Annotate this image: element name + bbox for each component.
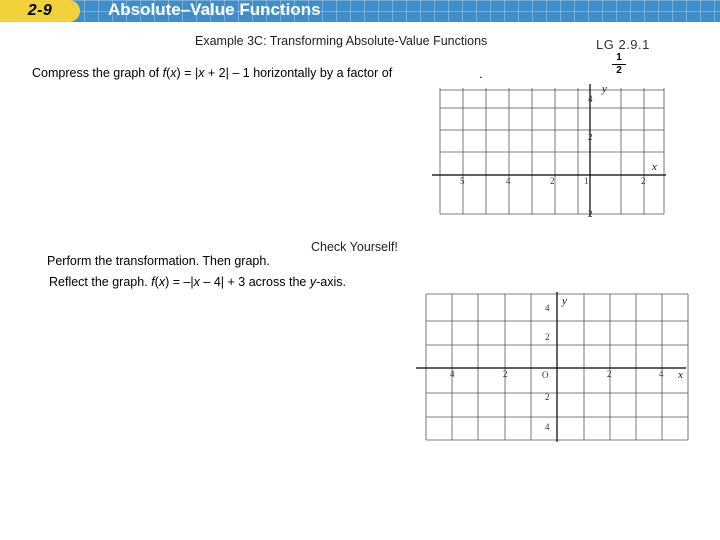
grid-lines-1 [440, 88, 664, 214]
y-axis-label-1: y [602, 83, 607, 95]
y-tick-1-0: 4 [588, 94, 593, 104]
lesson-number: 2-9 [27, 2, 53, 19]
x-tick-2-0: 4 [450, 369, 455, 379]
lesson-badge [0, 0, 80, 22]
x-axis-label-1: x [652, 161, 657, 173]
fraction-denominator: 2 [616, 65, 622, 76]
x-tick-2-4: 4 [659, 369, 664, 379]
compress-prompt: Compress the graph of f(x) = |x + 2| – 1 horizontally by a factor of [32, 66, 393, 80]
x-tick-2-2: O [542, 370, 549, 380]
y-tick-1-2: 2 [588, 209, 593, 219]
y-tick-2-3: 4 [545, 422, 550, 432]
y-tick-2-2: 2 [545, 392, 550, 402]
x-tick-1-2: 2 [550, 176, 555, 186]
x-tick-1-3: 1 [584, 176, 589, 186]
y-tick-2-1: 2 [545, 332, 550, 342]
header-bar [0, 0, 720, 22]
example-title: Example 3C: Transforming Absolute-Value Functions [195, 34, 488, 48]
x-axis-label-2: x [678, 369, 683, 381]
x-tick-1-4: 2 [641, 176, 646, 186]
lesson-title: Absolute–Value Functions [108, 0, 321, 19]
y-tick-2-0: 4 [545, 303, 550, 313]
coordinate-grid-2 [414, 290, 694, 442]
reflect-prompt: Reflect the graph. f(x) = –|x – 4| + 3 across the y-axis. [49, 275, 346, 289]
check-yourself-label: Check Yourself! [311, 240, 398, 254]
coordinate-grid-1 [430, 78, 670, 218]
x-tick-1-0: 5 [460, 176, 465, 186]
perform-instruction: Perform the transformation. Then graph. [47, 254, 270, 268]
learning-goal-label: LG 2.9.1 [596, 37, 650, 52]
x-tick-2-3: 2 [607, 369, 612, 379]
x-tick-2-1: 2 [503, 369, 508, 379]
factor-fraction [612, 53, 626, 76]
prompt-period: . [479, 66, 483, 81]
y-axis-label-2: y [562, 295, 567, 307]
y-tick-1-1: 2 [588, 132, 593, 142]
x-tick-1-1: 4 [506, 176, 511, 186]
fraction-numerator: 1 [616, 52, 622, 63]
